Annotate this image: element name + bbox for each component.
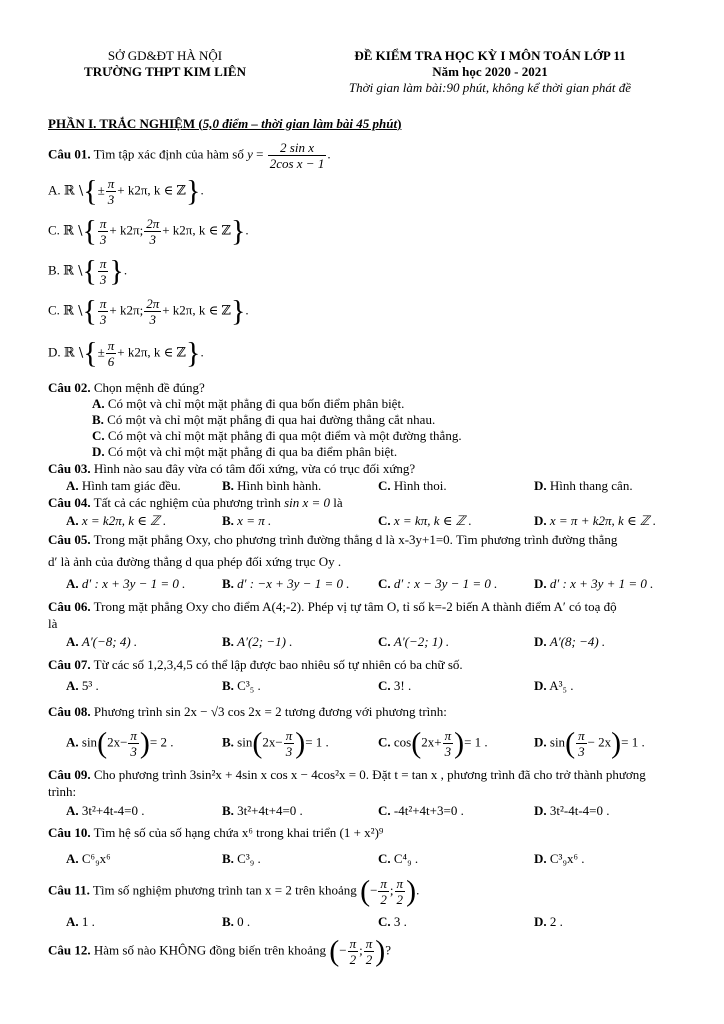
q11-option-a[interactable]: A. 1 . [66,914,95,929]
q1-option-a[interactable]: A. ℝ \{± $\frac{\pi}{3}$ + k2π, k ∈ ℤ}. [48,174,204,208]
q5-option-a[interactable]: A. d′ : x + 3y − 1 = 0 . [66,576,186,591]
question-10: Câu 10. Tìm hệ số của số hạng chứa x⁶ trong khai triển (1 + x²)⁹ [48,825,384,840]
q7-option-b[interactable]: B. C³₅ . [222,678,261,693]
question-9: Câu 09. Cho phương trình 3sin²x + 4sin x cos x − 4cos²x = 0. Đặt t = tan x , phương trình đã cho trở thành phương [48,767,646,782]
q6-option-b[interactable]: B. A′(2; −1) . [222,634,293,649]
q3-option-c[interactable]: C. Hình thoi. [378,478,447,493]
q6-option-a[interactable]: A. A′(−8; 4) . [66,634,138,649]
q5-option-d[interactable]: D. d′ : x + 3y + 1 = 0 . [534,576,654,591]
q4-option-b[interactable]: B. x = π . [222,513,272,528]
exam-title: ĐỀ KIỂM TRA HỌC KỲ I MÔN TOÁN LỚP 11 [354,48,626,63]
q11-option-d[interactable]: D. 2 . [534,914,563,929]
q9-option-d[interactable]: D. 3t²-4t-4=0 . [534,803,610,818]
question-6: Câu 06. Trong mặt phẳng Oxy cho điểm A(4;-2). Phép vị tự tâm O, tỉ số k=-2 biến A thành điểm A′ có toạ độ [48,599,617,614]
school-year: Năm học 2020 - 2021 [432,64,548,79]
question-3: Câu 03. Hình nào sau đây vừa có tâm đối xứng, vừa có trục đối xứng? [48,461,416,476]
q4-option-a[interactable]: A. x = k2π, k ∈ ℤ . [66,513,167,528]
question-5: Câu 05. Trong mặt phẳng Oxy, cho phương trình đường thẳng d là x-3y+1=0. Tìm phương trình đường thẳng [48,532,618,547]
q5-option-c[interactable]: C. d′ : x − 3y − 1 = 0 . [378,576,498,591]
q2-option-c[interactable]: C. Có một và chỉ một mặt phẳng đi qua một điểm và một đường thẳng. [92,428,462,443]
q10-option-a[interactable]: A. C⁶₉x⁶ [66,851,111,866]
question-12: Câu 12. Hàm số nào KHÔNG đồng biến trên khoảng (− $\frac{\pi}{2}$ ; $\frac{\pi}{2}$ )? [48,934,392,968]
q10-option-d[interactable]: D. C³₉x⁶ . [534,851,585,866]
question-2: Câu 02. Chọn mệnh đề đúng? [48,380,205,395]
q1-option-b[interactable]: B. ℝ \{ $\frac{\pi}{3}$ }. [48,254,128,288]
school-name: TRƯỜNG THPT KIM LIÊN [84,64,246,79]
question-5-cont: d′ là ảnh của đường thẳng d qua phép đối xứng trục Oy . [48,554,342,569]
q11-option-b[interactable]: B. 0 . [222,914,251,929]
question-9-cont: trình: [48,784,77,799]
q7-option-a[interactable]: A. 5³ . [66,678,99,693]
q4-option-d[interactable]: D. x = π + k2π, k ∈ ℤ . [534,513,657,528]
q8-option-d[interactable]: D. sin( $\frac{\pi}{3}$ − 2x)= 1 . [534,726,645,760]
q6-option-d[interactable]: D. A′(8; −4) . [534,634,606,649]
q1-option-c[interactable]: C. ℝ \{ $\frac{\pi}{3}$ + k2π; $\frac{2\pi}{3}$ + k2π, k ∈ ℤ}. [48,214,249,248]
q8-option-a[interactable]: A. sin(2x− $\frac{\pi}{3}$ )= 2 . [66,726,174,760]
q3-option-d[interactable]: D. Hình thang cân. [534,478,633,493]
q4-option-c[interactable]: C. x = kπ, k ∈ ℤ . [378,513,472,528]
q9-option-c[interactable]: C. -4t²+4t+3=0 . [378,803,464,818]
q2-option-b[interactable]: B. Có một và chỉ một mặt phẳng đi qua hai đường thẳng cắt nhau. [92,412,436,427]
question-6-cont: là [48,616,58,631]
exam-duration: Thời gian làm bài:90 phút, không kể thời gian phát đề [348,80,632,95]
q9-option-b[interactable]: B. 3t²+4t+4=0 . [222,803,303,818]
question-7: Câu 07. Từ các số 1,2,3,4,5 có thể lập được bao nhiêu số tự nhiên có ba chữ số. [48,657,463,672]
q10-option-c[interactable]: C. C⁴₉ . [378,851,419,866]
q7-option-c[interactable]: C. 3! . [378,678,412,693]
q9-option-a[interactable]: A. 3t²+4t-4=0 . [66,803,145,818]
q2-option-a[interactable]: A. Có một và chỉ một mặt phẳng đi qua bốn điểm phân biệt. [92,396,405,411]
q1-option-c-duplicate[interactable]: C. ℝ \{ $\frac{\pi}{3}$ + k2π; $\frac{2\pi}{3}$ + k2π, k ∈ ℤ}. [48,294,249,328]
question-4: Câu 04. Tất cả các nghiệm của phương trình sin x = 0 là [48,495,343,510]
q7-option-d[interactable]: D. A³₅ . [534,678,574,693]
q11-option-c[interactable]: C. 3 . [378,914,407,929]
q3-option-b[interactable]: B. Hình bình hành. [222,478,322,493]
q2-option-d[interactable]: D. Có một và chỉ một mặt phẳng đi qua ba điểm phân biệt. [92,444,398,459]
q1-option-d[interactable]: D. ℝ \{± $\frac{\pi}{6}$ + k2π, k ∈ ℤ}. [48,336,204,370]
q5-option-b[interactable]: B. d′ : −x + 3y − 1 = 0 . [222,576,350,591]
question-11: Câu 11. Tìm số nghiệm phương trình tan x = 2 trên khoảng (− $\frac{\pi}{2}$ ; $\frac{\pi}{2}$ ). [48,874,420,908]
section-title: PHẦN I. TRẮC NGHIỆM (5,0 điểm – thời gian làm bài 45 phút) [48,116,402,131]
q3-option-a[interactable]: A. Hình tam giác đều. [66,478,181,493]
q6-option-c[interactable]: C. A′(−2; 1) . [378,634,450,649]
q10-option-b[interactable]: B. C³₉ . [222,851,261,866]
q8-option-c[interactable]: C. cos(2x+ $\frac{\pi}{3}$ )= 1 . [378,726,488,760]
q8-option-b[interactable]: B. sin(2x− $\frac{\pi}{3}$ )= 1 . [222,726,329,760]
department-name: SỞ GD&ĐT HÀ NỘI [107,48,223,63]
question-1: Câu 01. Tìm tập xác định của hàm số y = $\frac{\text{2 sin x}}{\text{2cos x − 1}}$ . [48,140,331,171]
question-8: Câu 08. Phương trình sin 2x − √3 cos 2x = 2 tương đương với phương trình: [48,704,447,719]
